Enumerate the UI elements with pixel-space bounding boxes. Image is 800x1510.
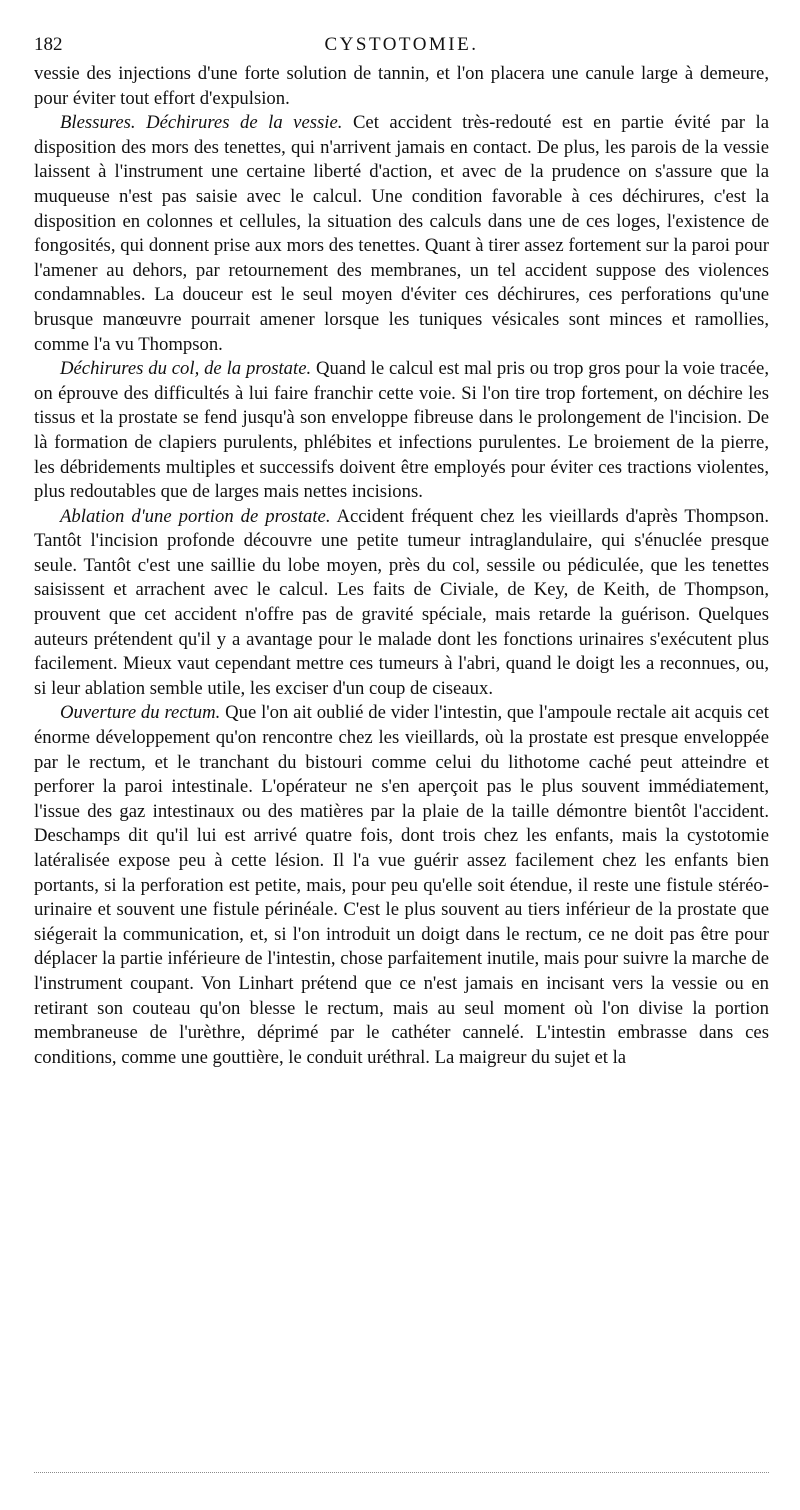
paragraph-ouverture-rectum <box>34 701 769 1070</box>
paragraph-text: Que l'on ait oublié de vider l'intestin, que l'ampoule rectale ait acquis cet énorme développement qu'on rencontre chez les vieillards, où la prostate est presque enveloppée par le rectum, et le tranchant du bistouri comme celui du lithotome caché peut atteindre et perforer la paroi intestinale. L'opérateur ne s'en aperçoit pas le plus souvent immédiatement, l'issue des gaz intestinaux ou des matières par la plaie de la taille démontre bientôt l'accident. Deschamps dit qu'il lui est arrivé quatre fois, dont trois chez les enfants, mais la cystotomie latéralisée expose peu à cette lésion. Il l'a vue guérir assez facilement chez les enfants bien portants, si la perforation est petite, mais, pour peu qu'elle soit étendue, il reste une fistule stéréo-urinaire et souvent une fistule périnéale. C'est le plus souvent au tiers inférieur de la prostate que siégerait la communication, et, si l'on introduit un doigt dans le rectum, ce ne doit pas être pour déplacer la partie inférieure de l'intestin, chose parfaitement inutile, mais pour suivre la marche de l'instrument coupant. Von Linhart prétend que ce n'est jamais en incisant vers la vessie ou en retirant son couteau qu'on blesse le rectum, mais au seul moment où l'on divise la portion membraneuse de l'urèthre, déprimé par le cathéter cannelé. L'intestin embrasse dans ces conditions, comme une gouttière, le conduit uréthral. La maigreur du sujet et la <box>34 702 769 1068</box>
paragraph-text: Accident fréquent chez les vieillards d'après Thompson. Tantôt l'incision profonde découvre une petite tumeur intraglandulaire, qui s'énuclée presque seule. Tantôt c'est une saillie du lobe moyen, près du col, sessile ou pédiculée, que les tenettes saisissent et arrachent avec le calcul. Les faits de Civiale, de Key, de Keith, de Thompson, prouvent que cet accident n'offre pas de gravité spéciale, mais retarde la guérison. Quelques auteurs prétendent qu'il y a avantage pour le malade dont les fonctions urinaires s'exécutent plus facilement. Mieux vaut cependant mettre ces tumeurs à l'abri, quand le doigt les a reconnues, ou, si leur ablation semble utile, les exciser d'un coup de ciseaux. <box>34 505 769 699</box>
paragraph-ablation-prostate <box>34 505 769 702</box>
paragraph-dechirures-col <box>34 357 769 505</box>
paragraph-text: vessie des injections d'une forte solution de tannin, et l'on placera une canule large à demeure, pour éviter tout effort d'expulsion. <box>34 63 769 109</box>
bottom-dotted-rule <box>34 1472 769 1473</box>
paragraph-text: Cet accident très-redouté est en partie évité par la disposition des mors des tenettes, qui n'arrivent jamais en contact. De plus, les parois de la vessie laissent à l'instrument une certaine liberté d'action, et avec de la prudence on s'assure que la muqueuse n'est pas saisie avec le calcul. Une condition favorable à ces déchirures, c'est la disposition en colonnes et cellules, la situation des calculs dans une de ces loges, l'existence de fongosités, qui donnent prise aux mors des tenettes. Quant à tirer assez fortement sur la paroi pour l'amener au dehors, par retournement des membranes, un tel accident suppose des violences condamnables. La douceur est le seul moyen d'éviter ces déchirures, ces perforations qu'une brusque manœuvre pourrait amener lorsque les tuniques vésicales sont minces et ramollies, comme l'a vu Thompson. <box>34 112 769 355</box>
section-heading: Blessures. Déchirures de la vessie. <box>60 112 343 134</box>
section-heading: Ouverture du rectum. <box>60 702 221 724</box>
section-heading: Ablation d'une portion de prostate. <box>60 505 331 527</box>
body-text <box>34 62 769 1070</box>
page-number: 182 <box>34 34 63 55</box>
section-heading: Déchirures du col, de la prostate. <box>60 358 312 380</box>
paragraph-continuation <box>34 62 769 111</box>
paragraph-text: Quand le calcul est mal pris ou trop gros pour la voie tracée, on éprouve des difficultés à lui faire franchir cette voie. Si l'on tire trop fortement, on déchire les tissus et la prostate se fend jusqu'à son enveloppe fibreuse dans le prolongement de l'incision. De là formation de clapiers purulents, phlébites et infections purulentes. Le broiement de la pierre, les débridements multiples et successifs doivent être employés pour éviter ces tractions violentes, plus redoutables que de larges mais nettes incisions. <box>34 358 769 503</box>
page-header <box>34 28 769 62</box>
paragraph-blessures <box>34 111 769 357</box>
running-title: CYSTOTOMIE. <box>324 34 479 55</box>
document-page <box>34 28 769 1070</box>
